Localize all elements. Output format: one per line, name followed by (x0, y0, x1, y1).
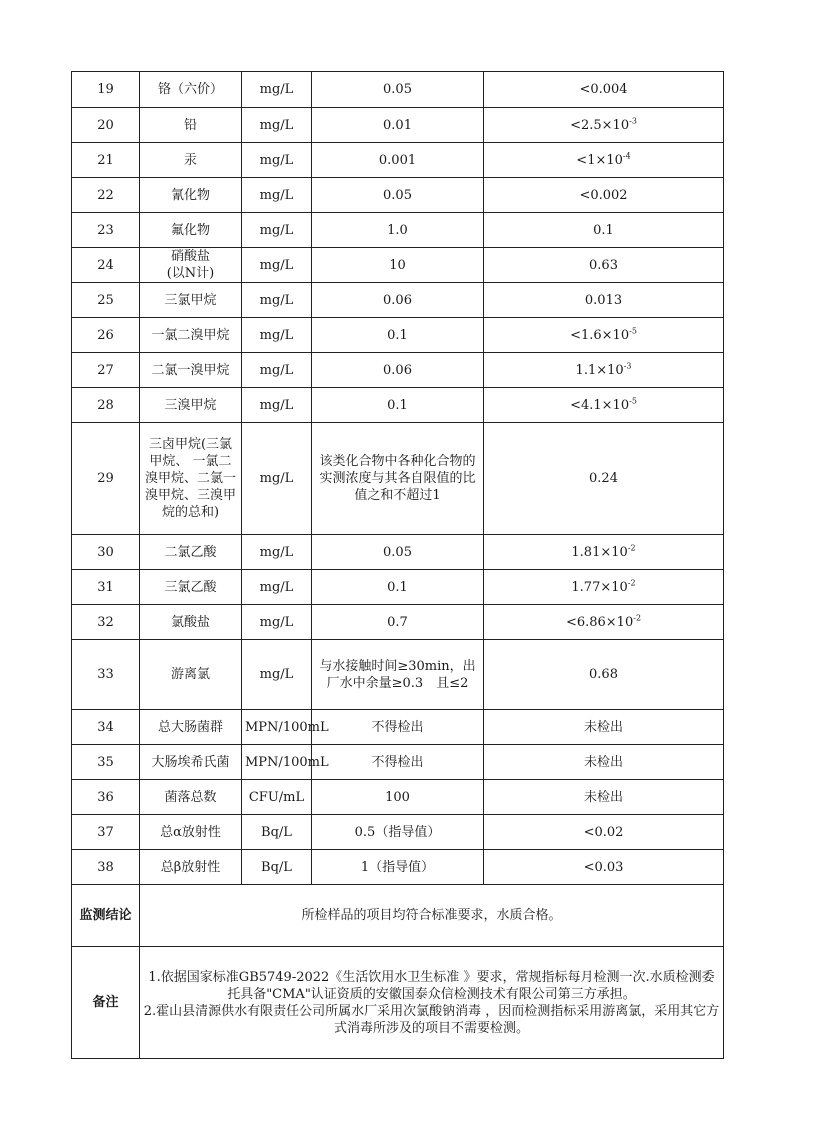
item-name: 一氯二溴甲烷 (140, 318, 242, 353)
remarks-label: 备注 (72, 947, 140, 1059)
item-name: 三氯乙酸 (140, 570, 242, 605)
item-name: 总β放射性 (140, 850, 242, 885)
table-row (72, 570, 724, 605)
item-number: 19 (72, 72, 140, 108)
item-limit: 1（指导值） (312, 850, 484, 885)
item-number: 27 (72, 353, 140, 388)
item-unit: mg/L (242, 213, 312, 248)
item-name: 三氯甲烷 (140, 283, 242, 318)
item-limit: 0.01 (312, 108, 484, 143)
item-limit: 0.1 (312, 388, 484, 423)
table-row (72, 850, 724, 885)
result-base: <1.6×10 (570, 327, 630, 343)
item-result (484, 108, 724, 143)
item-result: 0.24 (484, 423, 724, 535)
item-unit: mg/L (242, 72, 312, 108)
item-unit: mg/L (242, 283, 312, 318)
item-unit: MPN/100mL (242, 710, 312, 745)
result-exponent: -2 (627, 578, 636, 588)
item-name: 菌落总数 (140, 780, 242, 815)
table-row (72, 72, 724, 108)
item-name: 三卤甲烷(三氯甲烷、 一氯二溴甲烷、二氯一 溴甲烷、三溴甲 烷的总和) (140, 423, 242, 535)
table-row (72, 605, 724, 640)
table-row (72, 710, 724, 745)
item-result (484, 318, 724, 353)
item-result (484, 570, 724, 605)
item-limit: 0.05 (312, 535, 484, 570)
item-name: 氯酸盐 (140, 605, 242, 640)
item-number: 23 (72, 213, 140, 248)
item-number: 38 (72, 850, 140, 885)
item-number: 21 (72, 143, 140, 178)
result-base: <6.86×10 (565, 614, 634, 630)
item-name: 三溴甲烷 (140, 388, 242, 423)
item-unit: mg/L (242, 143, 312, 178)
item-unit: mg/L (242, 248, 312, 283)
item-number: 33 (72, 640, 140, 710)
item-name: 氟化物 (140, 213, 242, 248)
item-result: 0.63 (484, 248, 724, 283)
item-result: <0.002 (484, 178, 724, 213)
item-name: 二氯乙酸 (140, 535, 242, 570)
item-limit: 该类化合物中各种化合物的实测浓度与其各自限值的比值之和不超过1 (312, 423, 484, 535)
item-unit: mg/L (242, 570, 312, 605)
item-limit: 0.06 (312, 353, 484, 388)
item-result (484, 605, 724, 640)
result-base: <2.5×10 (570, 117, 630, 133)
item-unit: Bq/L (242, 850, 312, 885)
item-result: 0.1 (484, 213, 724, 248)
result-exponent: -2 (633, 613, 642, 623)
result-exponent: -5 (629, 326, 637, 336)
item-unit: mg/L (242, 178, 312, 213)
item-limit: 10 (312, 248, 484, 283)
item-name: 铅 (140, 108, 242, 143)
result-base: 1.81×10 (571, 544, 628, 560)
item-limit: 0.7 (312, 605, 484, 640)
table-row (72, 213, 724, 248)
item-number: 30 (72, 535, 140, 570)
item-number: 22 (72, 178, 140, 213)
item-unit: Bq/L (242, 815, 312, 850)
item-name: 总α放射性 (140, 815, 242, 850)
table-row (72, 388, 724, 423)
table-body (72, 72, 724, 885)
table-row (72, 815, 724, 850)
item-unit: mg/L (242, 108, 312, 143)
conclusion-label: 监测结论 (72, 885, 140, 947)
table-row (72, 423, 724, 535)
item-unit: mg/L (242, 353, 312, 388)
remark-item: 1.依据国家标准GB5749-2022《生活饮用水卫生标准 》要求，常规指标每月检测一次.水质检测委托具备"CMA"认证资质的安徽国泰众信检测技术有限公司第三方承担。 (148, 969, 715, 1002)
item-name: 铬（六价） (140, 72, 242, 108)
item-limit: 不得检出 (312, 745, 484, 780)
item-number: 34 (72, 710, 140, 745)
item-name: 游离氯 (140, 640, 242, 710)
item-number: 20 (72, 108, 140, 143)
remarks-row (72, 947, 724, 1059)
table-row (72, 178, 724, 213)
item-number: 36 (72, 780, 140, 815)
table-row (72, 745, 724, 780)
item-result (484, 143, 724, 178)
item-result: 未检出 (484, 745, 724, 780)
item-number: 26 (72, 318, 140, 353)
item-result (484, 388, 724, 423)
item-limit: 0.1 (312, 570, 484, 605)
result-base: <4.1×10 (570, 397, 630, 413)
item-number: 37 (72, 815, 140, 850)
item-number: 28 (72, 388, 140, 423)
result-base: 1.77×10 (571, 579, 628, 595)
table-row (72, 640, 724, 710)
item-result: <0.004 (484, 72, 724, 108)
item-limit: 0.05 (312, 72, 484, 108)
item-limit: 0.06 (312, 283, 484, 318)
item-number: 32 (72, 605, 140, 640)
item-name: 汞 (140, 143, 242, 178)
item-limit: 0.05 (312, 178, 484, 213)
table-row (72, 283, 724, 318)
item-number: 24 (72, 248, 140, 283)
result-exponent: -5 (629, 396, 637, 406)
item-limit: 与水接触时间≥30min，出厂水中余量≥0.3 且≤2 (312, 640, 484, 710)
item-unit: mg/L (242, 318, 312, 353)
item-unit: mg/L (242, 605, 312, 640)
table-row (72, 535, 724, 570)
table-row (72, 143, 724, 178)
result-exponent: -3 (623, 361, 632, 371)
item-limit: 0.001 (312, 143, 484, 178)
conclusion-row (72, 885, 724, 947)
item-result (484, 535, 724, 570)
table-row (72, 353, 724, 388)
remarks-text (140, 947, 724, 1059)
result-base: <1×10 (576, 152, 623, 168)
report-sheet (71, 71, 723, 1059)
item-result: 未检出 (484, 710, 724, 745)
item-result: <0.03 (484, 850, 724, 885)
result-exponent: -2 (627, 543, 636, 553)
table-footer (72, 885, 724, 1059)
item-number: 25 (72, 283, 140, 318)
item-name: 二氯一溴甲烷 (140, 353, 242, 388)
result-exponent: -3 (629, 116, 637, 126)
item-name: 总大肠菌群 (140, 710, 242, 745)
item-limit: 100 (312, 780, 484, 815)
item-unit: mg/L (242, 423, 312, 535)
item-limit: 1.0 (312, 213, 484, 248)
item-unit: mg/L (242, 640, 312, 710)
conclusion-text: 所检样品的项目均符合标准要求，水质合格。 (140, 885, 724, 947)
item-unit: MPN/100mL (242, 745, 312, 780)
item-result: 0.013 (484, 283, 724, 318)
item-unit: CFU/mL (242, 780, 312, 815)
item-name: 大肠埃希氏菌 (140, 745, 242, 780)
item-limit: 不得检出 (312, 710, 484, 745)
item-name: 氰化物 (140, 178, 242, 213)
result-exponent: -4 (622, 151, 631, 161)
table-row (72, 108, 724, 143)
item-result: 0.68 (484, 640, 724, 710)
item-limit: 0.5（指导值） (312, 815, 484, 850)
item-result: 未检出 (484, 780, 724, 815)
item-number: 29 (72, 423, 140, 535)
table-row (72, 248, 724, 283)
result-base: 1.1×10 (575, 362, 624, 378)
item-number: 35 (72, 745, 140, 780)
item-unit: mg/L (242, 535, 312, 570)
remark-item: 2.霍山县清源供水有限责任公司所属水厂采用次氯酸钠消毒 ，因而检测指标采用游离氯，采用其它方式消毒所涉及的项目不需要检测。 (143, 1003, 720, 1036)
item-limit: 0.1 (312, 318, 484, 353)
item-result (484, 353, 724, 388)
table-row (72, 318, 724, 353)
item-result: <0.02 (484, 815, 724, 850)
water-quality-table (71, 71, 724, 1059)
item-name: 硝酸盐 (以N计) (140, 248, 242, 283)
item-unit: mg/L (242, 388, 312, 423)
table-row (72, 780, 724, 815)
item-number: 31 (72, 570, 140, 605)
